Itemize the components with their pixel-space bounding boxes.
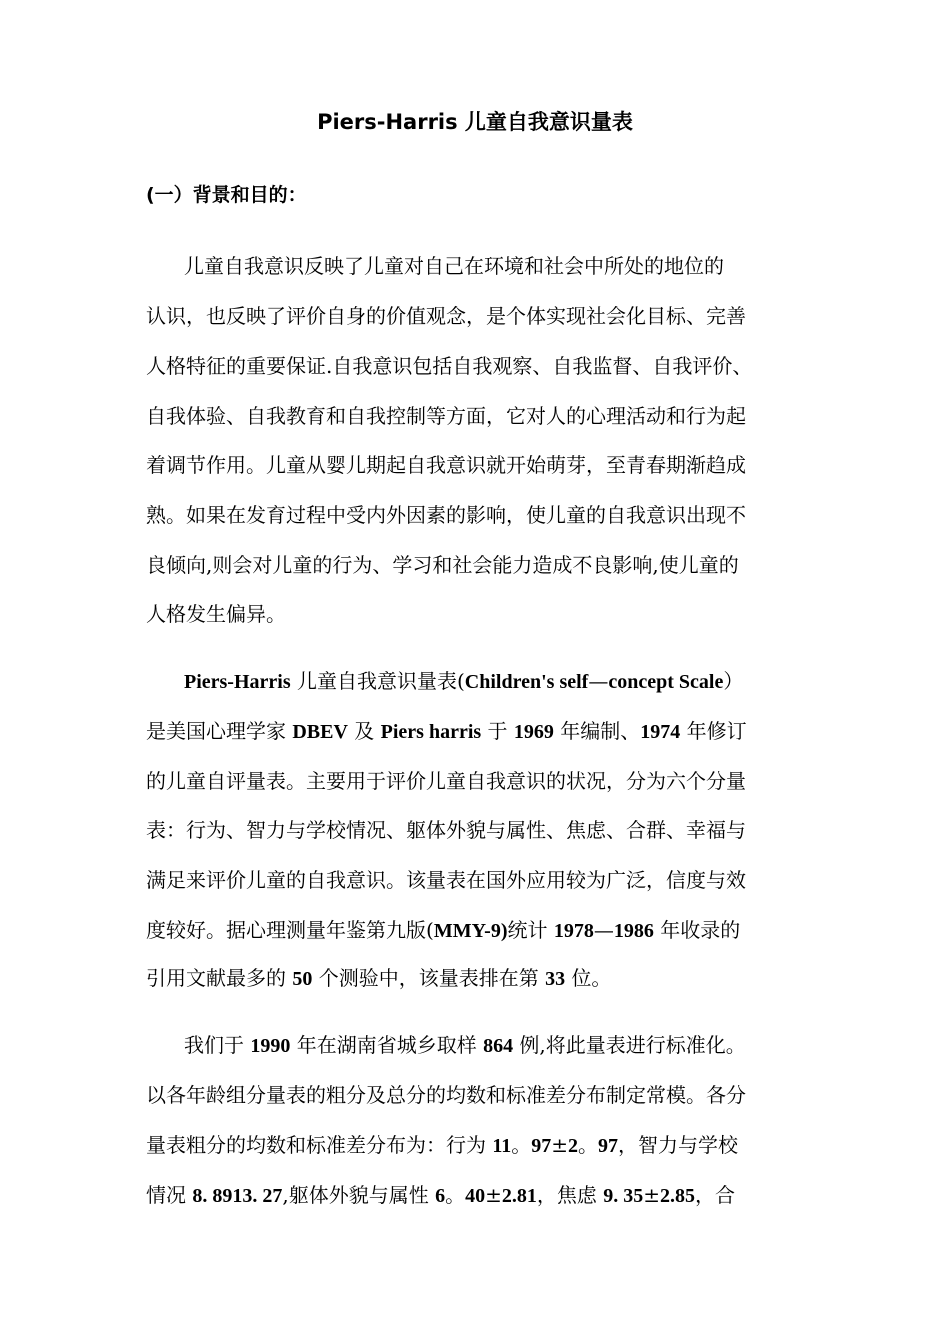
paragraph-1-line: 人格发生偏异。	[146, 602, 286, 626]
paragraph-1-line: 认识，也反映了评价自身的价值观念，是个体实现社会化目标、完善	[146, 304, 746, 328]
paragraph-1-line: 人格特征的重要保证.自我意识包括自我观察、自我监督、自我评价、	[146, 354, 753, 378]
paragraph-3-line: 量表粗分的均数和标准差分布为：行为 11。97±2。97，智力与学校	[146, 1133, 739, 1157]
paragraph-2-line: 的儿童自评量表。主要用于评价儿童自我意识的状况，分为六个分量	[146, 769, 746, 793]
paragraph-1-line: 熟。如果在发育过程中受内外因素的影响，使儿童的自我意识出现不	[146, 503, 746, 527]
paragraph-2-line: 表：行为、智力与学校情况、躯体外貌与属性、焦虑、合群、幸福与	[146, 818, 746, 842]
paragraph-2-line: 是美国心理学家 DBEV 及 Piers harris 于 1969 年编制、1974 年修订	[146, 719, 747, 743]
paragraph-3-line: 情况 8. 8913. 27,躯体外貌与属性 6。40±2.81，焦虑 9. 35±2.85，合	[146, 1183, 735, 1207]
paragraph-2-line: 度较好。据心理测量年鉴第九版(MMY-9)统计 1978—1986 年收录的	[146, 918, 741, 942]
paragraph-1-line: 着调节作用。儿童从婴儿期起自我意识就开始萌芽，至青春期渐趋成	[146, 453, 746, 477]
paragraph-2-line: 引用文献最多的 50 个测验中，该量表排在第 33 位。	[146, 966, 612, 990]
paragraph-2-line: 满足来评价儿童的自我意识。该量表在国外应用较为广泛，信度与效	[146, 868, 746, 892]
paragraph-1-line: 自我体验、自我教育和自我控制等方面，它对人的心理活动和行为起	[146, 404, 746, 428]
paragraph-1-line: 良倾向,则会对儿童的行为、学习和社会能力造成不良影响,使儿童的	[146, 553, 739, 577]
document-title: Piers-Harris 儿童自我意识量表	[317, 110, 633, 134]
paragraph-2-line: Piers-Harris 儿童自我意识量表(Children's self—concept Scale）	[184, 669, 744, 693]
paragraph-3-line: 以各年龄组分量表的粗分及总分的均数和标准差分布制定常模。各分	[146, 1083, 746, 1107]
section-heading: (一）背景和目的：	[146, 184, 307, 206]
paragraph-1-line: 儿童自我意识反映了儿童对自己在环境和社会中所处的地位的	[184, 254, 724, 278]
paragraph-3-line: 我们于 1990 年在湖南省城乡取样 864 例,将此量表进行标准化。	[184, 1033, 746, 1057]
